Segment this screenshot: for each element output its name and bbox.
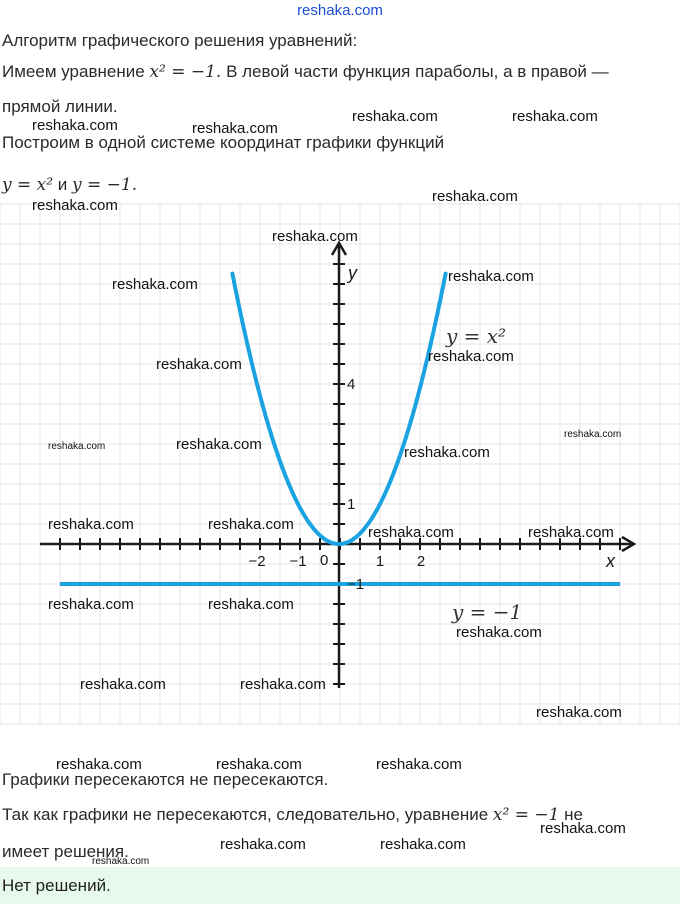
watermark: reshaka.com [156,356,242,373]
function-line: y = −1. [72,175,138,195]
watermark: reshaka.com [432,188,518,205]
watermark: reshaka.com [352,108,438,125]
result-text-2b: не [564,805,583,824]
watermark: reshaka.com [48,596,134,613]
x-tick-label: 1 [375,553,385,570]
watermark: reshaka.com [48,441,106,452]
watermark: reshaka.com [448,268,534,285]
watermark: reshaka.com [536,704,622,721]
watermark: reshaka.com [240,676,326,693]
result-equation: x² = −1 [492,805,560,825]
intro-text-b: В левой части функция параболы, а в правой — [226,62,609,81]
watermark: reshaka.com [192,120,278,137]
watermark: reshaka.com [368,524,454,541]
and-word: и [57,175,68,194]
graph [0,203,680,725]
line-label: y = −1 [452,600,523,624]
y-tick-label: 4 [347,376,356,393]
watermark: reshaka.com [540,820,626,837]
watermark: reshaka.com [92,856,150,867]
watermark: reshaka.com [48,516,134,533]
watermark: reshaka.com [80,676,166,693]
x-tick-label: −2 [248,553,266,570]
watermark: reshaka.com [456,624,542,641]
watermark: reshaka.com [272,228,358,245]
watermark: reshaka.com [216,756,302,773]
parabola-label: y = x² [446,324,507,348]
x-axis-label: x [606,551,615,571]
intro-line-2: прямой линии. [2,97,118,116]
x-tick-label: 2 [416,553,426,570]
watermark: reshaka.com [380,836,466,853]
answer-box [0,867,680,904]
watermark: reshaka.com [32,197,118,214]
watermark: reshaka.com [220,836,306,853]
result-text-3: имеет решения. [2,842,129,861]
x-tick-label: −1 [289,553,307,570]
intro-text-a: Имеем уравнение [2,62,145,81]
y-tick-label: −1 [347,576,365,593]
watermark: reshaka.com [32,117,118,134]
result-line-2 [2,805,583,825]
watermark: reshaka.com [376,756,462,773]
origin-label: 0 [320,552,329,569]
answer-text: Нет решений. [2,876,111,895]
result-text-1: Графики пересекаются не пересекаются. [2,770,329,789]
function-parabola: y = x² [2,175,54,195]
watermark: reshaka.com [564,429,622,440]
watermark: reshaka.com [428,348,514,365]
y-axis-label: y [348,263,357,283]
result-text-2a: Так как графики не пересекаются, следовательно, уравнение [2,805,489,824]
watermark: reshaka.com [112,276,198,293]
watermark: reshaka.com [56,756,142,773]
axes [40,243,634,688]
watermark: reshaka.com [176,436,262,453]
functions-line [2,175,137,195]
watermark: reshaka.com [208,596,294,613]
y-tick-label: 1 [347,496,356,513]
build-text: Построим в одной системе координат графики функций [2,133,445,152]
watermark: reshaka.com [404,444,490,461]
watermark: reshaka.com [512,108,598,125]
heading-algorithm: Алгоритм графического решения уравнений: [2,31,358,50]
intro-equation: x² = −1. [149,62,222,82]
watermark: reshaka.com [528,524,614,541]
site-link[interactable]: reshaka.com [297,2,383,19]
watermark: reshaka.com [208,516,294,533]
intro-line [2,62,609,82]
